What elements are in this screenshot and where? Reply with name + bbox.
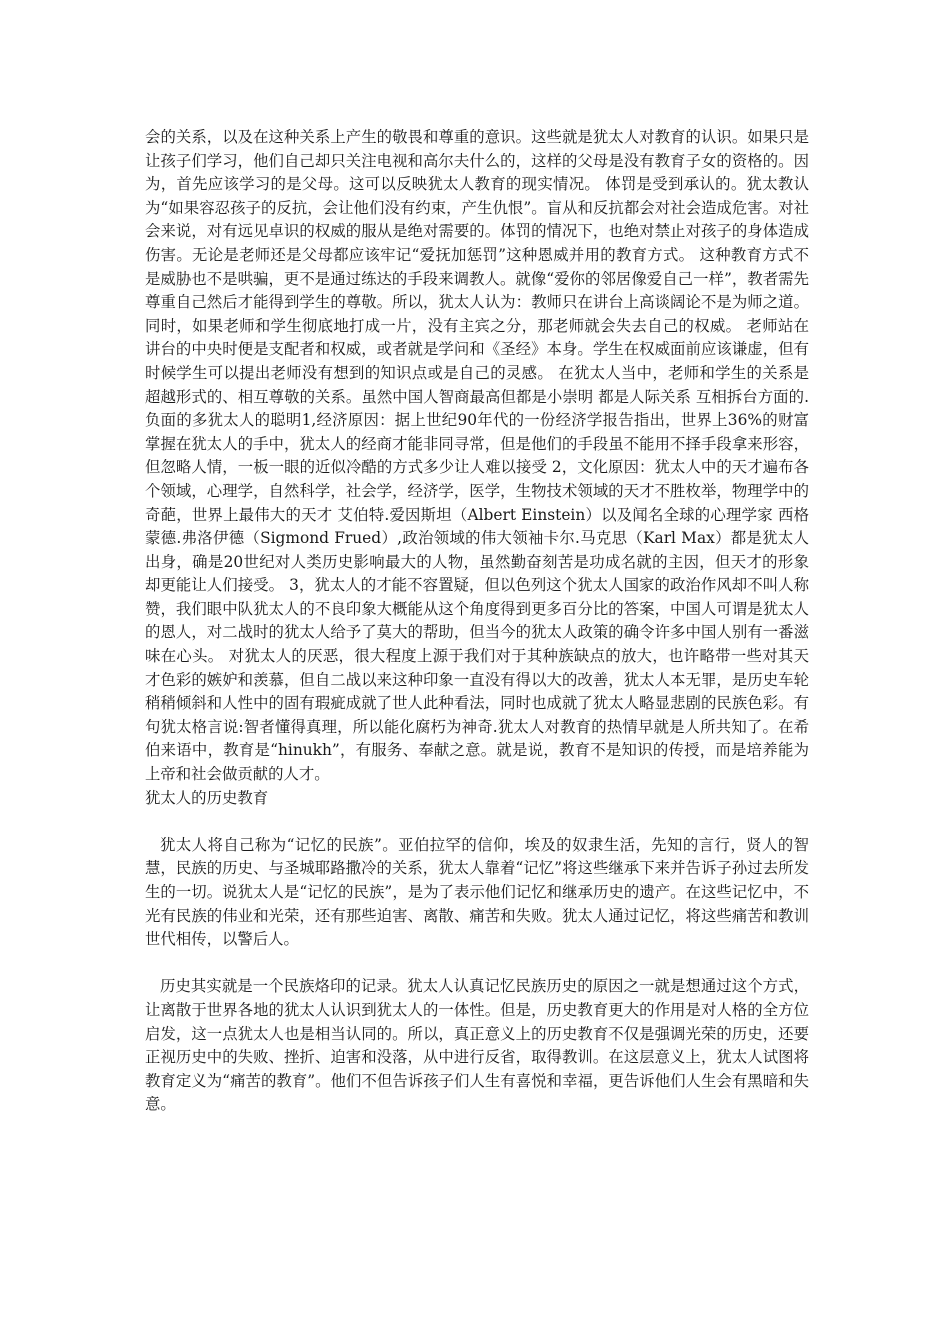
body-paragraph-1: 会的关系，以及在这种关系上产生的敬畏和尊重的意识。这些就是犹太人对教育的认识。如果只是让孩子们学习，他们自己却只关注电视和高尔夫什么的，这样的父母是没有教育子女的资格的。因为，首先应该学习的是父母。这可以反映犹太人教育的现实情况。 体罚是受到承认的。犹太教认为“如果容忍孩子的反抗，会让他们没有约束，产生仇恨”。盲从和反抗都会对社会造成危害。对社会来说，对有远见卓识的权威的服从是绝对需要的。体罚的情况下，也绝对禁止对孩子的身体造成伤害。无论是老师还是父母都应该牢记“爱抚加惩罚”这种恩威并用的教育方式。 这种教育方式不是威胁也不是哄骗，更不是通过练达的手段来调教人。就像“爱你的邻居像爱自己一样”，教者需先尊重自己然后才能得到学生的尊敬。所以，犹太人认为：教师只在讲台上高谈阔论不是为师之道。同时，如果老师和学生彻底地打成一片，没有主宾之分，那老师就会失去自己的权威。 老师站在讲台的中央时便是支配者和权威，或者就是学问和《圣经》本身。学生在权威面前应该谦虚，但有时候学生可以提出老师没有想到的知识点或是自己的灵感。 在犹太人当中，老师和学生的关系是超越形式的、相互尊敬的关系。虽然中国人智商最高但都是小崇明 都是人际关系 互相拆台方面的.负面的多犹太人的聪明1,经济原因：据上世纪90年代的一份经济学报告指出，世界上36%的财富掌握在犹太人的手中，犹太人的经商才能非同寻常，但是他们的手段虽不能用不择手段拿来形容，但忽略人情，一板一眼的近似冷酷的方式多少让人难以接受 2，文化原因：犹太人中的天才遍布各个领域，心理学，自然科学，社会学，经济学，医学，生物技术领域的天才不胜枚举，物理学中的奇葩，世界上最伟大的天才 艾伯特.爱因斯坦（Albert Einstein）以及闻名全球的心理学家 西格蒙德.弗洛伊德（Sigmond Frued）,政治领域的伟大领袖卡尔.马克思（Karl Max）都是犹太人出身，确是20世纪对人类历史影响最大的人物，虽然勤奋刻苦是功成名就的主因，但天才的形象却更能让人们接受。 3，犹太人的才能不容置疑，但以色列这个犹太人国家的政治作风却不叫人称赞，我们眼中队犹太人的不良印象大概能从这个角度得到更多百分比的答案，中国人可谓是犹太人的恩人，对二战时的犹太人给予了莫大的帮助，但当今的犹太人政策的确令许多中国人别有一番滋味在心头。 对犹太人的厌恶，很大程度上源于我们对于其种族缺点的放大，也许略带一些对其天才色彩的嫉妒和羡慕，但自二战以来这种印象一直没有得以大的改善，犹太人本无罪，是历史车轮稍稍倾斜和人性中的固有瑕疵成就了世人此种看法，同时也成就了犹太人略显悲剧的民族色彩。有句犹太格言说:智者懂得真理，所以能化腐朽为神奇.犹太人对教育的热情早就是人所共知了。在希伯来语中，教育是“hinukh”，有服务、奉献之意。就是说，教育不是知识的传授，而是培养能为上帝和社会做贡献的人才。 [145, 128, 809, 784]
blank-line [145, 810, 809, 834]
document-page [145, 126, 809, 1117]
blank-line [145, 952, 809, 976]
section-heading: 犹太人的历史教育 [145, 788, 269, 807]
body-paragraph-2: 犹太人将自己称为“记忆的民族”。亚伯拉罕的信仰，埃及的奴隶生活，先知的言行，贤人的智慧，民族的历史、与圣城耶路撒冷的关系，犹太人靠着“记忆”将这些继承下来并告诉子孙过去所发生的一切。说犹太人是“记忆的民族”，是为了表示他们记忆和继承历史的遗产。在这些记忆中，不光有民族的伟业和光荣，还有那些迫害、离散、痛苦和失败。犹太人通过记忆，将这些痛苦和教训世代相传，以警后人。 [145, 835, 809, 949]
body-paragraph-3: 历史其实就是一个民族烙印的记录。犹太人认真记忆民族历史的原因之一就是想通过这个方式，让离散于世界各地的犹太人认识到犹太人的一体性。但是，历史教育更大的作用是对人格的全方位启发，这一点犹太人也是相当认同的。所以，真正意义上的历史教育不仅是强调光荣的历史，还要正视历史中的失败、挫折、迫害和没落，从中进行反省，取得教训。在这层意义上，犹太人试图将教育定义为“痛苦的教育”。他们不但告诉孩子们人生有喜悦和幸福，更告诉他们人生会有黑暗和失意。 [145, 977, 809, 1114]
